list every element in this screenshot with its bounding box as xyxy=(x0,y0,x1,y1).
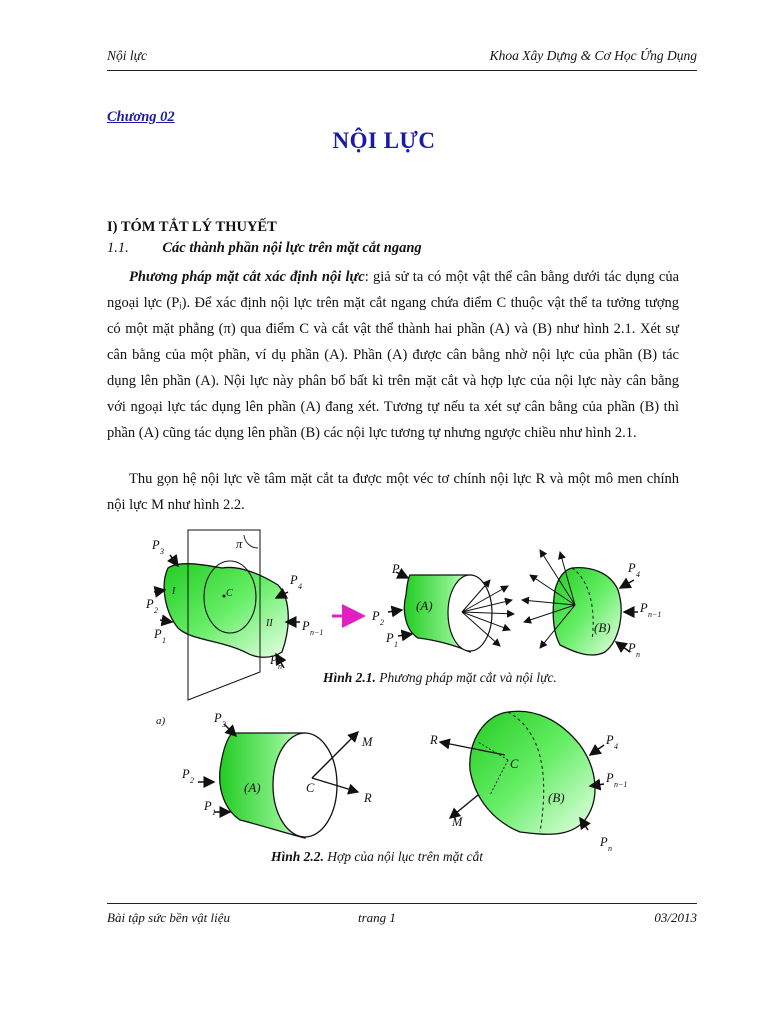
paragraph-1-lead: Phương pháp mặt cắt xác định nội lực xyxy=(129,269,365,285)
svg-text:n: n xyxy=(278,662,282,671)
svg-text:n: n xyxy=(608,844,612,853)
svg-text:P: P xyxy=(600,835,608,849)
label-pn: P xyxy=(270,653,278,667)
svg-text:3: 3 xyxy=(400,571,404,580)
fig21-whole-body xyxy=(154,530,300,700)
label-c: C xyxy=(226,588,233,599)
fig21-part-a xyxy=(388,572,514,652)
footer-rule xyxy=(107,903,697,904)
svg-text:M: M xyxy=(452,815,463,829)
svg-text:1: 1 xyxy=(212,808,216,817)
paragraph-1-body: : giả sử ta có một vật thể cân bằng dưới tác dụng của ngoại lực (Pᵢ). Để xác định nội lực trên mặt cắt ngang chứa điểm C thuộc vật thể ta tưởng tượng có một mặt phẳng (π) qua điểm C và cắt vật thể thành hai phần (A) và (B) như hình 2.1. Xét sự cân bằng của một phần, ví dụ phần (A). Phần (A) được cân bằng nhờ nội lực của phần (B) tác dụng lên phần (A). Nội lực này phân bố bất kì trên mặt cắt và hợp lực của nội lực này cân bằng với ngoại lực tác dụng lên phần (A) đang xét. Tương tự nếu ta xét sự cân bằng của phần (B) thì phần (A) cũng tác dụng lên phần (B) các nội lực tương tự nhưng ngược chiều như hình 2.1. xyxy=(107,269,680,441)
svg-text:P: P xyxy=(640,601,648,615)
svg-text:2: 2 xyxy=(380,618,384,627)
svg-text:P: P xyxy=(392,562,400,576)
fig21-part-b xyxy=(522,550,638,655)
svg-text:P: P xyxy=(182,767,190,781)
svg-text:3: 3 xyxy=(160,547,164,556)
chapter-label: Chương 02 xyxy=(107,109,175,125)
section-heading: I) TÓM TẮT LÝ THUYẾT xyxy=(107,219,277,235)
figure-2-1-caption: Hình 2.1. Phương pháp mặt cắt và nội lực. xyxy=(323,670,557,685)
svg-text:2: 2 xyxy=(154,606,158,615)
svg-text:P: P xyxy=(372,609,380,623)
svg-text:1: 1 xyxy=(394,640,398,649)
svg-text:C: C xyxy=(306,781,315,795)
label-p1: P xyxy=(154,627,162,641)
subsection-number: 1.1. xyxy=(107,240,129,256)
svg-text:(A): (A) xyxy=(244,780,261,795)
footer-left: Bài tập sức bền vật liệu xyxy=(107,910,230,925)
svg-text:n: n xyxy=(636,650,640,659)
label-p4: P xyxy=(290,573,298,587)
footer-date: 03/2013 xyxy=(654,910,697,925)
fig22-part-a xyxy=(198,724,358,838)
label-m: M xyxy=(362,735,373,749)
label-pi: π xyxy=(236,537,243,551)
svg-text:P: P xyxy=(628,561,636,575)
svg-text:P: P xyxy=(606,771,614,785)
svg-text:R: R xyxy=(430,733,438,747)
footer-page: trang 1 xyxy=(358,910,396,925)
svg-text:4: 4 xyxy=(614,742,618,751)
svg-text:P: P xyxy=(214,711,222,725)
label-pn1: P xyxy=(302,619,310,633)
svg-text:P: P xyxy=(606,733,614,747)
svg-text:n−1: n−1 xyxy=(648,610,662,619)
svg-text:n−1: n−1 xyxy=(310,628,324,637)
label-i: I xyxy=(172,586,176,597)
header-right: Khoa Xây Dựng & Cơ Học Ứng Dụng xyxy=(489,48,697,63)
header-left: Nội lực xyxy=(107,48,147,63)
page-title: NỘI LỰC xyxy=(332,128,436,153)
svg-text:4: 4 xyxy=(636,570,640,579)
label-p2: P xyxy=(146,597,154,611)
figure-2-2-caption: Hình 2.2. Hợp của nội lục trên mặt cắt xyxy=(271,849,483,864)
svg-text:1: 1 xyxy=(162,636,166,645)
paragraph-2-body: Thu gọn hệ nội lực về tâm mặt cắt ta được một véc tơ chính nội lực R và một mô men chính nội lực M như hình 2.2. xyxy=(107,471,679,513)
svg-text:4: 4 xyxy=(298,582,302,591)
label-p3: P xyxy=(152,538,160,552)
subsection-text: Các thành phần nội lực trên mặt cắt ngang xyxy=(162,240,422,256)
fig22-tag: a) xyxy=(156,715,166,727)
label-b: (B) xyxy=(594,620,611,635)
svg-text:P: P xyxy=(386,631,394,645)
label-r: R xyxy=(364,791,372,805)
svg-text:3: 3 xyxy=(222,720,226,729)
svg-text:C: C xyxy=(510,757,519,771)
label-a: (A) xyxy=(416,598,433,613)
svg-text:P: P xyxy=(628,641,636,655)
svg-text:P: P xyxy=(204,799,212,813)
svg-text:n−1: n−1 xyxy=(614,780,628,789)
fig22-part-b xyxy=(440,711,604,834)
svg-text:(B): (B) xyxy=(548,790,565,805)
label-ii: II xyxy=(266,618,273,629)
svg-text:2: 2 xyxy=(190,776,194,785)
